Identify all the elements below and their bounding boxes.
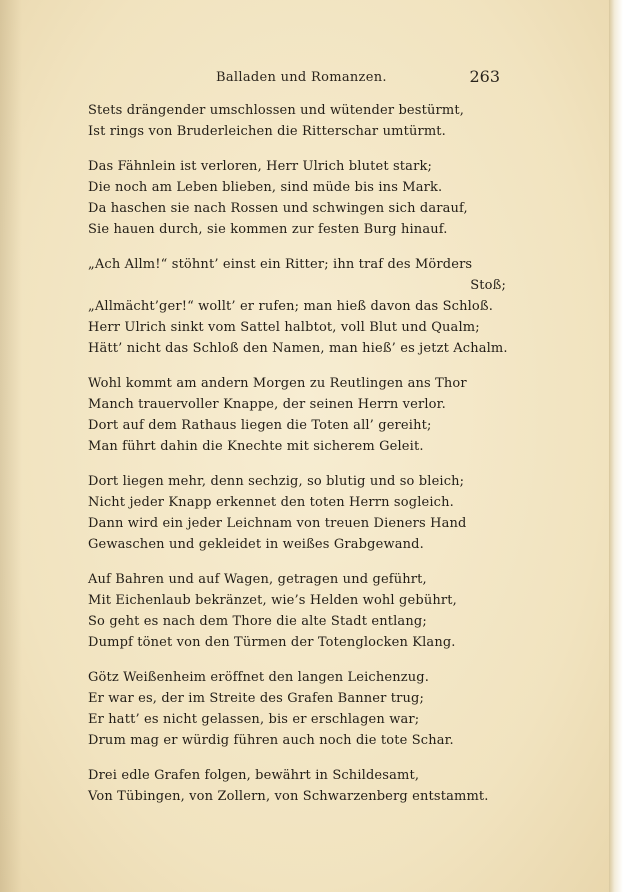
running-title: Balladen und Romanzen. bbox=[216, 70, 387, 85]
verse-line: Herr Ulrich sinkt vom Sattel halbtot, voll Blut und Qualm; bbox=[88, 320, 480, 335]
verse-line: Dumpf tönet von den Türmen der Totenglocken Klang. bbox=[88, 635, 456, 650]
verse-line: Drei edle Grafen folgen, bewährt in Schildesamt, bbox=[88, 768, 420, 783]
verse-line: „Ach Allm!“ stöhnt’ einst ein Ritter; ihn traf des Mörders bbox=[88, 257, 473, 272]
verse-line: Dort liegen mehr, denn sechzig, so blutig und so bleich; bbox=[88, 474, 465, 489]
verse-line: „Allmächt’ger!“ wollt’ er rufen; man hieß davon das Schloß. bbox=[88, 299, 493, 314]
stanza-8 bbox=[88, 765, 508, 807]
verse-line: Nicht jeder Knapp erkennet den toten Herrn sogleich. bbox=[88, 495, 454, 510]
verse-line: Dann wird ein jeder Leichnam von treuen Dieners Hand bbox=[88, 516, 467, 531]
verse-line: Gewaschen und gekleidet in weißes Grabgewand. bbox=[88, 537, 424, 552]
verse-line: Mit Eichenlaub bekränzet, wie’s Helden wohl gebührt, bbox=[88, 593, 457, 608]
verse-line: Da haschen sie nach Rossen und schwingen sich darauf, bbox=[88, 201, 468, 216]
verse-line: Ist rings von Bruderleichen die Ritterschar umtürmt. bbox=[88, 124, 446, 139]
verse-line: Er hatt’ es nicht gelassen, bis er erschlagen war; bbox=[88, 712, 420, 727]
verse-line: Hätt’ nicht das Schloß den Namen, man hieß’ es jetzt Achalm. bbox=[88, 341, 508, 356]
verse-line-continuation: Stoß; bbox=[470, 278, 506, 293]
verse-line: Götz Weißenheim eröffnet den langen Leichenzug. bbox=[88, 670, 430, 685]
stanza-6 bbox=[88, 569, 508, 653]
stanza-1 bbox=[88, 100, 508, 142]
verse-line: So geht es nach dem Thore die alte Stadt entlang; bbox=[88, 614, 427, 629]
verse-line: Drum mag er würdig führen auch noch die tote Schar. bbox=[88, 733, 454, 748]
stanza-7 bbox=[88, 667, 508, 751]
verse-line: Auf Bahren und auf Wagen, getragen und geführt, bbox=[88, 572, 427, 587]
verse-line: Dort auf dem Rathaus liegen die Toten all’ gereiht; bbox=[88, 418, 432, 433]
verse-line: Von Tübingen, von Zollern, von Schwarzenberg entstammt. bbox=[88, 789, 489, 804]
verse-line: Sie hauen durch, sie kommen zur festen Burg hinauf. bbox=[88, 222, 448, 237]
stanza-3 bbox=[88, 254, 508, 359]
verse-line: Die noch am Leben blieben, sind müde bis ins Mark. bbox=[88, 180, 443, 195]
stanza-5 bbox=[88, 471, 508, 555]
verse-line: Er war es, der im Streite des Grafen Banner trug; bbox=[88, 691, 425, 706]
spine-shadow bbox=[0, 0, 22, 892]
verse-line: Manch trauervoller Knappe, der seinen Herrn verlor. bbox=[88, 397, 446, 412]
verse-line: Stets drängender umschlossen und wütender bestürmt, bbox=[88, 103, 464, 118]
poem-text bbox=[88, 100, 508, 821]
page-number: 263 bbox=[469, 67, 500, 86]
verse-line: Wohl kommt am andern Morgen zu Reutlingen ans Thor bbox=[88, 376, 467, 391]
verse-line: Man führt dahin die Knechte mit sicherem Geleit. bbox=[88, 439, 424, 454]
stanza-2 bbox=[88, 156, 508, 240]
stanza-4 bbox=[88, 373, 508, 457]
page-header bbox=[88, 67, 500, 90]
page-edge bbox=[609, 0, 623, 892]
verse-line: Das Fähnlein ist verloren, Herr Ulrich blutet stark; bbox=[88, 159, 432, 174]
